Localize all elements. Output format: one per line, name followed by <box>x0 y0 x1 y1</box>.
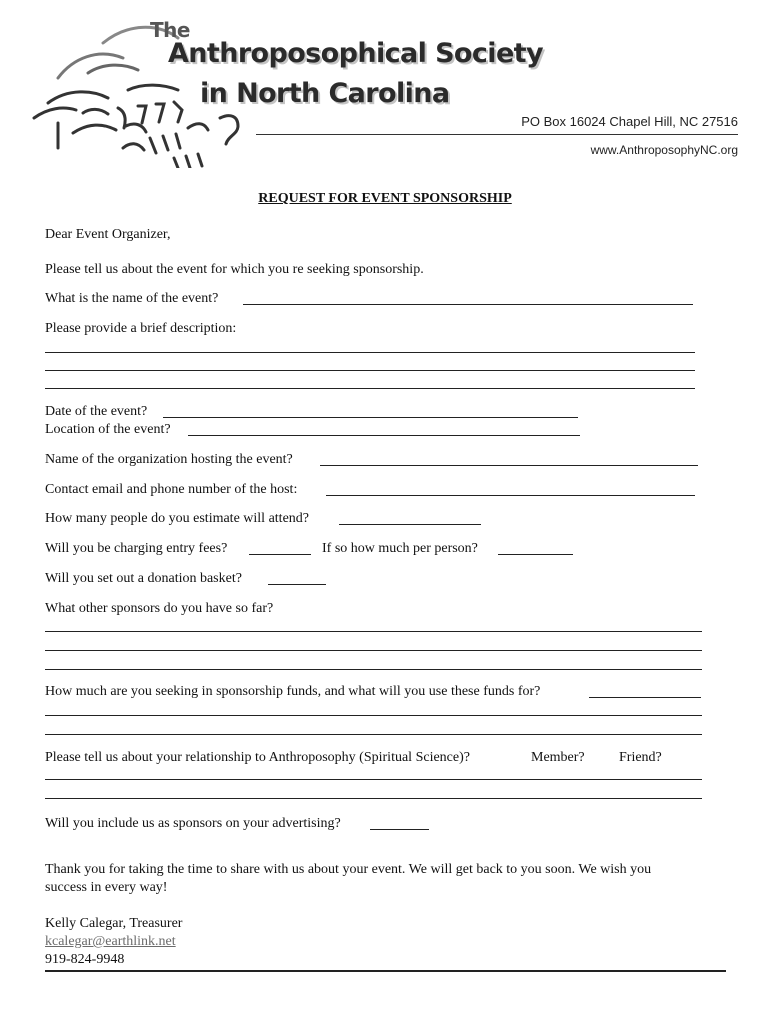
fees-label: Will you be charging entry fees? <box>45 541 228 556</box>
logo-location: in North Carolina <box>200 78 450 109</box>
date-field[interactable] <box>163 417 578 418</box>
logo-the: The <box>150 18 190 42</box>
date-label: Date of the event? <box>45 404 148 419</box>
location-label: Location of the event? <box>45 422 171 437</box>
header-divider <box>256 134 738 135</box>
sponsors-line-1[interactable] <box>45 631 702 632</box>
signer-name: Kelly Calegar, Treasurer <box>45 916 183 931</box>
signer-phone: 919-824-9948 <box>45 952 125 967</box>
event-name-label: What is the name of the event? <box>45 291 219 306</box>
greeting: Dear Event Organizer, <box>45 227 171 242</box>
relationship-line-2[interactable] <box>45 798 702 799</box>
advertising-field[interactable] <box>370 829 429 830</box>
description-line-2[interactable] <box>45 370 695 371</box>
advertising-label: Will you include us as sponsors on your advertising? <box>45 816 341 831</box>
fees-amount-field[interactable] <box>498 554 573 555</box>
website: www.AnthroposophyNC.org <box>590 143 738 157</box>
form-title: REQUEST FOR EVENT SPONSORSHIP <box>258 191 512 206</box>
signer-email-link[interactable]: kcalegar@earthlink.net <box>45 934 176 949</box>
description-line-3[interactable] <box>45 388 695 389</box>
donation-label: Will you set out a donation basket? <box>45 571 242 586</box>
funds-amount-field[interactable] <box>589 697 701 698</box>
organization-label: Name of the organization hosting the event? <box>45 452 293 467</box>
contact-field[interactable] <box>326 495 695 496</box>
attendance-label: How many people do you estimate will attend? <box>45 511 309 526</box>
sponsors-label: What other sponsors do you have so far? <box>45 601 274 616</box>
attendance-field[interactable] <box>339 524 481 525</box>
member-option[interactable]: Member? <box>531 750 585 765</box>
sponsors-line-2[interactable] <box>45 650 702 651</box>
logo-society-name: Anthroposophical Society <box>168 38 543 69</box>
funds-line-2[interactable] <box>45 734 702 735</box>
description-label: Please provide a brief description: <box>45 321 237 336</box>
relationship-label: Please tell us about your relationship to Anthroposophy (Spiritual Science)? <box>45 750 470 765</box>
funds-label: How much are you seeking in sponsorship funds, and what will you use these funds for? <box>45 684 541 699</box>
contact-label: Contact email and phone number of the host: <box>45 482 298 497</box>
fees-amount-label: If so how much per person? <box>322 541 478 556</box>
fees-field[interactable] <box>249 554 311 555</box>
donation-field[interactable] <box>268 584 326 585</box>
mailing-address: PO Box 16024 Chapel Hill, NC 27516 <box>521 114 738 129</box>
event-name-field[interactable] <box>243 304 693 305</box>
relationship-line-1[interactable] <box>45 779 702 780</box>
footer-divider <box>45 970 726 972</box>
description-line-1[interactable] <box>45 352 695 353</box>
friend-option[interactable]: Friend? <box>619 750 662 765</box>
closing-text-line-2: success in every way! <box>45 880 168 895</box>
location-field[interactable] <box>188 435 580 436</box>
sponsors-line-3[interactable] <box>45 669 702 670</box>
funds-line-1[interactable] <box>45 715 702 716</box>
closing-text-line-1: Thank you for taking the time to share with us about your event. We will get back to you soon. We wish you <box>45 862 652 877</box>
organization-field[interactable] <box>320 465 698 466</box>
intro-text: Please tell us about the event for which you re seeking sponsorship. <box>45 262 424 277</box>
